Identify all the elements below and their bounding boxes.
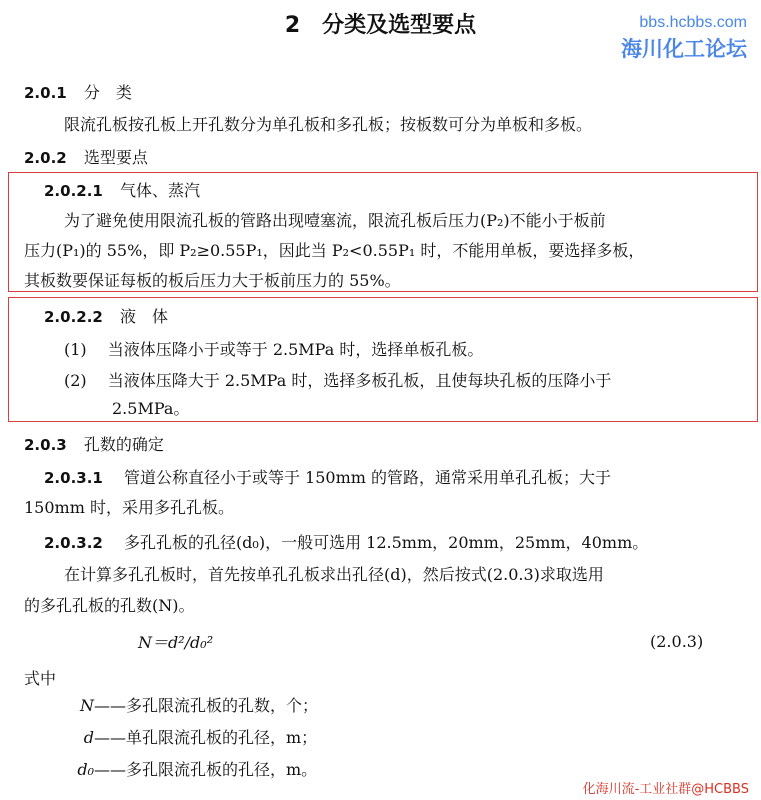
list-text: 当液体压降小于或等于 2.5MPa 时，选择单板孔板。 [107, 340, 484, 359]
definition-text: ——多孔限流孔板的孔数，个； [94, 696, 319, 715]
symbol: d₀ [77, 760, 94, 779]
clause-number: 2.0.3.1 [44, 469, 103, 487]
paragraph-2-0-3-2 [44, 530, 648, 553]
clause-heading: 液 体 [119, 307, 168, 326]
heading-2-0-1 [24, 80, 132, 103]
clause-number: 2.0.2.2 [44, 308, 103, 326]
list-item [64, 368, 611, 391]
symbol: d [83, 728, 94, 747]
clause-number: 2.0.1 [24, 84, 67, 102]
paragraph-line: 的多孔孔板的孔数(N)。 [24, 596, 195, 615]
heading-2-0-2 [24, 145, 148, 168]
definition-text: ——多孔限流孔板的孔径，m。 [94, 760, 318, 779]
paragraph-2-0-1: 限流孔板按孔板上开孔数分为单孔板和多孔板；按板数可分为单板和多板。 [64, 115, 593, 134]
watermark-site: 海川化工论坛 [621, 37, 747, 61]
watermark-domain: bbs.hcbbs.com [639, 14, 747, 31]
formula: N＝d²/d₀² [138, 633, 214, 652]
where-label: 式中 [24, 669, 57, 688]
list-marker: (1) [64, 340, 87, 359]
paragraph-line: 压力(P₁)的 55%，即 P₂≥0.55P₁，因此当 P₂<0.55P₁ 时，不能用单板，要选择多板， [24, 241, 645, 260]
clause-heading: 分 类 [83, 83, 132, 102]
paragraph-line: 管道公称直径小于或等于 150mm 的管路，通常采用单孔孔板；大于 [123, 468, 611, 487]
paragraph-2-0-3-1 [44, 465, 611, 488]
clause-heading: 气体、蒸汽 [119, 181, 200, 200]
list-item [64, 337, 483, 360]
formula-number: (2.0.3) [650, 632, 704, 651]
section-title: 2 分类及选型要点 [284, 13, 477, 38]
heading-2-0-3 [24, 432, 164, 455]
clause-number: 2.0.2 [24, 149, 67, 167]
definition-row [74, 757, 317, 780]
heading-2-0-2-2 [44, 304, 168, 327]
list-text-continued: 2.5MPa。 [112, 399, 190, 418]
paragraph-line: 其板数要保证每板的板后压力大于板前压力的 55%。 [24, 271, 401, 290]
paragraph-line: 多孔孔板的孔径(d₀)，一般可选用 12.5mm，20mm，25mm，40mm。 [123, 533, 649, 552]
definition-text: ——单孔限流孔板的孔径，m； [94, 728, 318, 747]
paragraph-line: 为了避免使用限流孔板的管路出现噎塞流，限流孔板后压力(P₂)不能小于板前 [64, 211, 606, 230]
watermark-footer: 化海川流-工业社群@HCBBS [582, 782, 749, 797]
paragraph-line: 150mm 时，采用多孔孔板。 [24, 498, 234, 517]
clause-number: 2.0.3 [24, 436, 67, 454]
clause-heading: 选型要点 [83, 148, 148, 167]
definition-row [74, 693, 318, 716]
list-marker: (2) [64, 371, 87, 390]
clause-number: 2.0.2.1 [44, 182, 103, 200]
definition-row [74, 725, 317, 748]
paragraph-line: 在计算多孔孔板时，首先按单孔孔板求出孔径(d)，然后按式(2.0.3)求取选用 [64, 565, 604, 584]
heading-2-0-2-1 [44, 178, 200, 201]
clause-number: 2.0.3.2 [44, 534, 103, 552]
list-text: 当液体压降大于 2.5MPa 时，选择多板孔板，且使每块孔板的压降小于 [107, 371, 612, 390]
clause-heading: 孔数的确定 [83, 435, 164, 454]
symbol: N [80, 696, 94, 715]
